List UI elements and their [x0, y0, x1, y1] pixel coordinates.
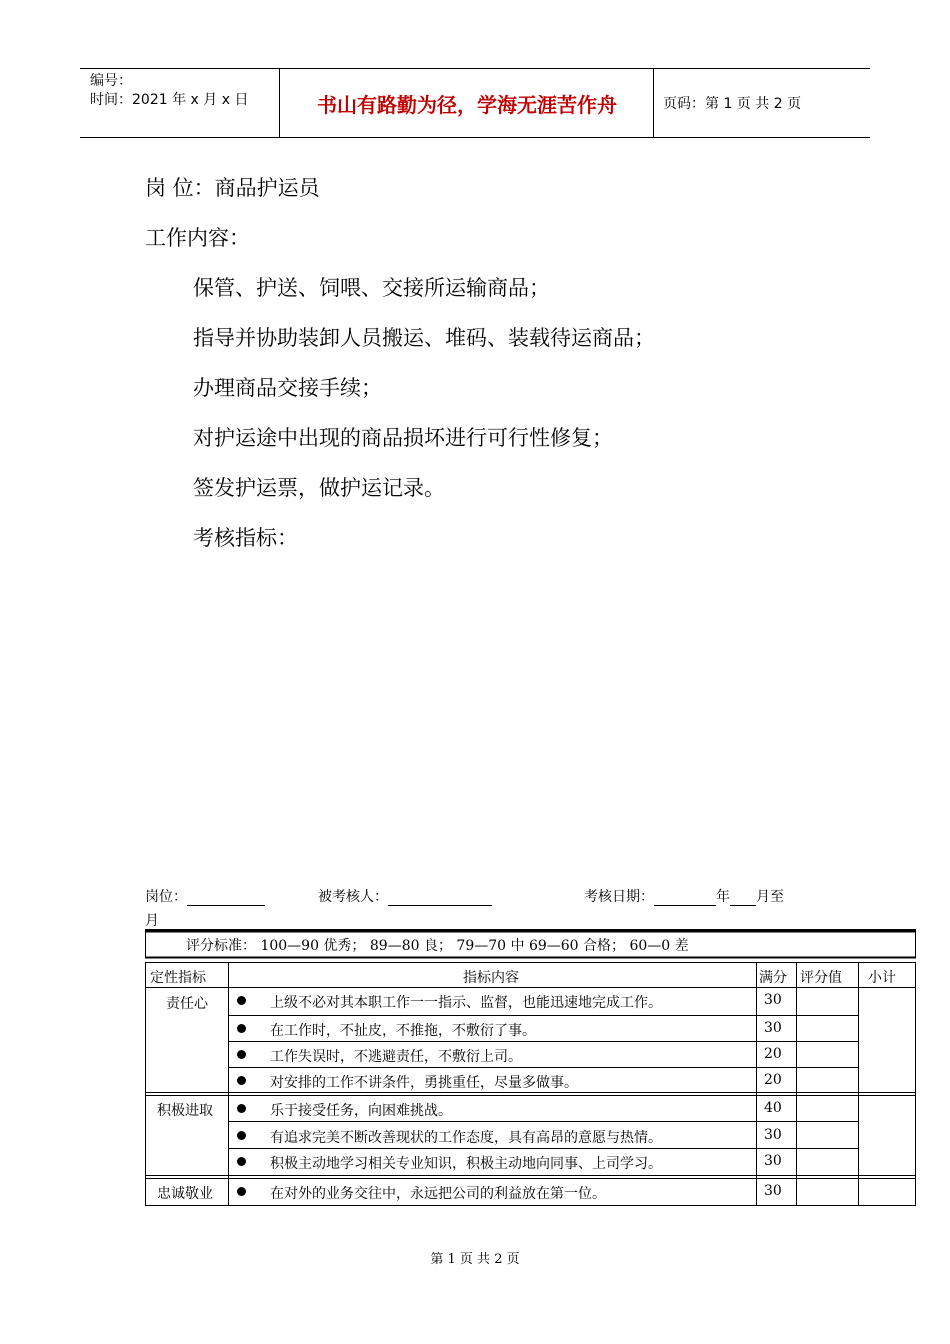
group-name: 忠诚敬业	[157, 1186, 213, 1202]
bullet-icon	[237, 1104, 246, 1113]
page-footer: 第 1 页 共 2 页	[430, 1252, 520, 1267]
indicator-text: 在工作时，不扯皮，不推拖，不敷衍了事。	[270, 1023, 536, 1039]
bullet-icon	[237, 1131, 246, 1140]
column-header-subtotal: 小计	[868, 970, 896, 986]
indicator-text: 工作失误时，不逃避责任，不敷衍上司。	[270, 1049, 522, 1065]
group-name: 责任心	[166, 996, 208, 1012]
year-label: 年	[716, 889, 730, 905]
duty-item: 对护运途中出现的商品损坏进行可行性修复；	[193, 426, 613, 450]
bullet-icon	[237, 1076, 246, 1085]
bullet-icon	[237, 1024, 246, 1033]
indicator-text: 在对外的业务交往中，永远把公司的利益放在第一位。	[270, 1186, 606, 1202]
scoring-standard: 评分标准： 100—90 优秀； 89—80 良； 79—70 中 69—60 合格； 60—0 差	[186, 938, 689, 954]
indicator-text: 积极主动地学习相关专业知识，积极主动地向同事、上司学习。	[270, 1156, 662, 1172]
duty-item: 指导并协助装卸人员搬运、堆码、装载待运商品；	[193, 326, 655, 350]
max-score: 20	[764, 1072, 782, 1088]
month-to-label: 月至	[756, 889, 784, 905]
column-header-category: 定性指标	[150, 970, 206, 986]
post-title: 岗 位：商品护运员	[145, 176, 320, 200]
motto: 书山有路勤为径，学海无涯苦作舟	[281, 69, 654, 137]
max-score: 30	[764, 1020, 782, 1036]
month-label: 月	[145, 913, 159, 929]
max-score: 30	[764, 992, 782, 1008]
assessment-label: 考核指标：	[193, 526, 298, 550]
duty-item: 办理商品交接手续；	[193, 376, 382, 400]
indicator-text: 有追求完美不断改善现状的工作态度，具有高昂的意愿与热情。	[270, 1130, 662, 1146]
page-info: 页码：第 1 页 共 2 页	[663, 96, 802, 112]
duty-item: 保管、护送、饲喂、交接所运输商品；	[193, 276, 550, 300]
bullet-icon	[237, 1050, 246, 1059]
max-score: 30	[764, 1127, 782, 1143]
duty-item: 签发护运票，做护运记录。	[193, 476, 445, 500]
max-score: 30	[764, 1183, 782, 1199]
bullet-icon	[237, 1187, 246, 1196]
column-header-content: 指标内容	[463, 970, 519, 986]
max-score: 30	[764, 1153, 782, 1169]
group-name: 积极进取	[157, 1103, 213, 1119]
column-header-max-score: 满分	[759, 970, 787, 986]
indicator-text: 上级不必对其本职工作一一指示、监督，也能迅速地完成工作。	[270, 995, 662, 1011]
time-label: 时间：2021 年 x 月 x 日	[90, 92, 249, 108]
bullet-icon	[237, 996, 246, 1005]
column-header-score: 评分值	[800, 970, 842, 986]
form-assessee-label: 被考核人：	[318, 889, 388, 905]
max-score: 20	[764, 1046, 782, 1062]
serial-label: 编号：	[90, 73, 132, 89]
work-content-label: 工作内容：	[145, 226, 250, 250]
indicator-text: 乐于接受任务，向困难挑战。	[270, 1103, 452, 1119]
indicator-text: 对安排的工作不讲条件，勇挑重任，尽量多做事。	[270, 1075, 578, 1091]
form-date-label: 考核日期：	[584, 889, 654, 905]
max-score: 40	[764, 1100, 782, 1116]
form-post-label: 岗位：	[145, 889, 187, 905]
bullet-icon	[237, 1157, 246, 1166]
